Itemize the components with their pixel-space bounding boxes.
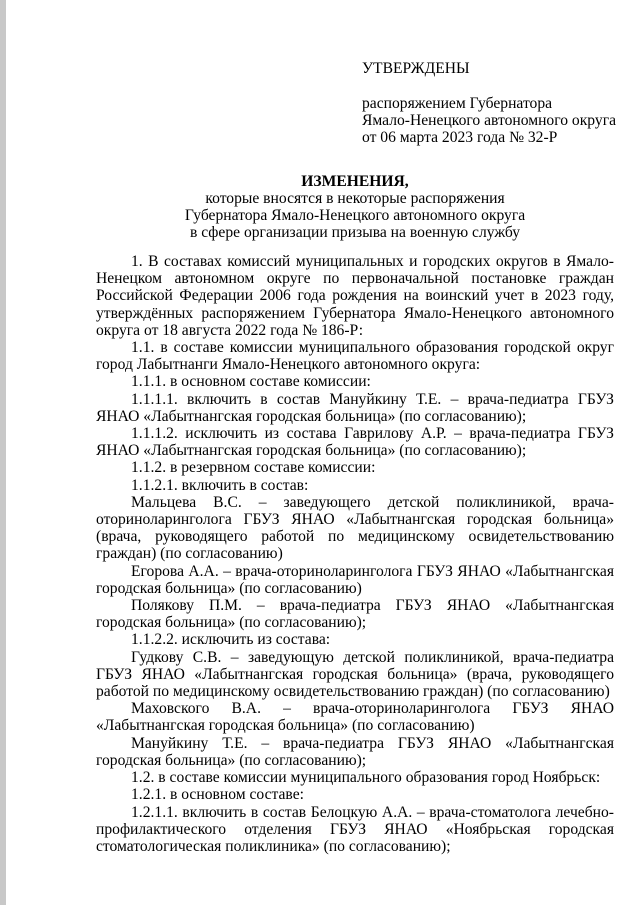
- heading-line-3: в сфере организации призыва на военную службу: [189, 224, 521, 241]
- paragraph: 1.1.1.1. включить в состав Мануйкину Т.Е. – врача-педиатра ГБУЗ ЯНАО «Лабытнангская городская больница» (по согласованию);: [96, 390, 614, 425]
- paragraph: Маховского В.А. – врача-оториноларинголога ГБУЗ ЯНАО «Лабытнангская городская больница» (по согласованию): [96, 700, 614, 735]
- heading-title: ИЗМЕНЕНИЯ,: [301, 173, 409, 190]
- paragraph: 1.1.2. в резервном составе комиссии:: [131, 459, 376, 477]
- paragraph: 1.2. в составе комиссии муниципального образования город Ноябрьск:: [131, 769, 601, 787]
- heading-line-1: которые вносятся в некоторые распоряжения: [205, 190, 505, 207]
- approval-title: УТВЕРЖДЕНЫ: [362, 60, 470, 77]
- heading-line-2: Губернатора Ямало-Ненецкого автономного округа: [184, 207, 526, 224]
- approval-line-3: от 06 марта 2023 года № 32-Р: [362, 129, 558, 146]
- paragraph: 1.1. в составе комиссии муниципального образования городской округ город Лабытнанги Ямало-Ненецкого автономного округа:: [96, 339, 614, 374]
- paragraph: 1.2.1. в основном составе:: [131, 786, 304, 804]
- paragraph: 1.2.1.1. включить в состав Белоцкую А.А. – врача-стоматолога лечебно-профилактического отделения ГБУЗ ЯНАО «Ноябрьская городская стоматологическая поликлиника» (по согласованию);: [96, 803, 614, 855]
- page-left-edge: [0, 0, 6, 905]
- paragraph: 1.1.1. в основном составе комиссии:: [131, 373, 371, 391]
- approval-line-1: распоряжением Губернатора: [362, 95, 553, 112]
- approval-stamp: [362, 60, 632, 146]
- paragraph: 1.1.1.2. исключить из состава Гаврилову А.Р. – врача-педиатра ГБУЗ ЯНАО «Лабытнангская городская больница» (по согласованию);: [96, 425, 614, 460]
- approval-line-2: Ямало-Ненецкого автономного округа: [362, 112, 617, 129]
- paragraph: Егорова А.А. – врача-оториноларинголога ГБУЗ ЯНАО «Лабытнангская городская больница» (по согласованию): [96, 562, 614, 597]
- paragraph: 1.1.2.2. исключить из состава:: [131, 631, 331, 649]
- paragraph: Гудкову С.В. – заведующую детской поликлиникой, врача-педиатра ГБУЗ ЯНАО «Лабытнангская городская больница» (врача, руководящего работой по медицинскому освидетельствованию граждан) (по согласованию): [96, 648, 614, 701]
- paragraph: 1. В составах комиссий муниципальных и городских округов в Ямало-Ненецком автономном округе по первоначальной постановке граждан Российской Федерации 2006 года рождения на воинский учет в 2023 году, утверждённых распоряжением Губернатора Ямало-Ненецкого автономного округа от 18 августа 2022 года № 186-Р:: [96, 253, 614, 339]
- document-heading: [96, 173, 614, 241]
- document-body: [96, 253, 614, 855]
- paragraph: Полякову П.М. – врача-педиатра ГБУЗ ЯНАО «Лабытнангская городская больница» (по согласованию);: [96, 597, 614, 632]
- paragraph: 1.1.2.1. включить в состав:: [131, 476, 309, 494]
- paragraph: Мануйкину Т.Е. – врача-педиатра ГБУЗ ЯНАО «Лабытнангская городская больница» (по согласованию);: [96, 734, 614, 769]
- paragraph: Мальцева В.С. – заведующего детской поликлиникой, врача-оториноларинголога ГБУЗ ЯНАО «Лабытнангская городская больница» (врача, руководящего работой по медицинскому освидетельствованию граждан) (по согласованию): [96, 493, 614, 563]
